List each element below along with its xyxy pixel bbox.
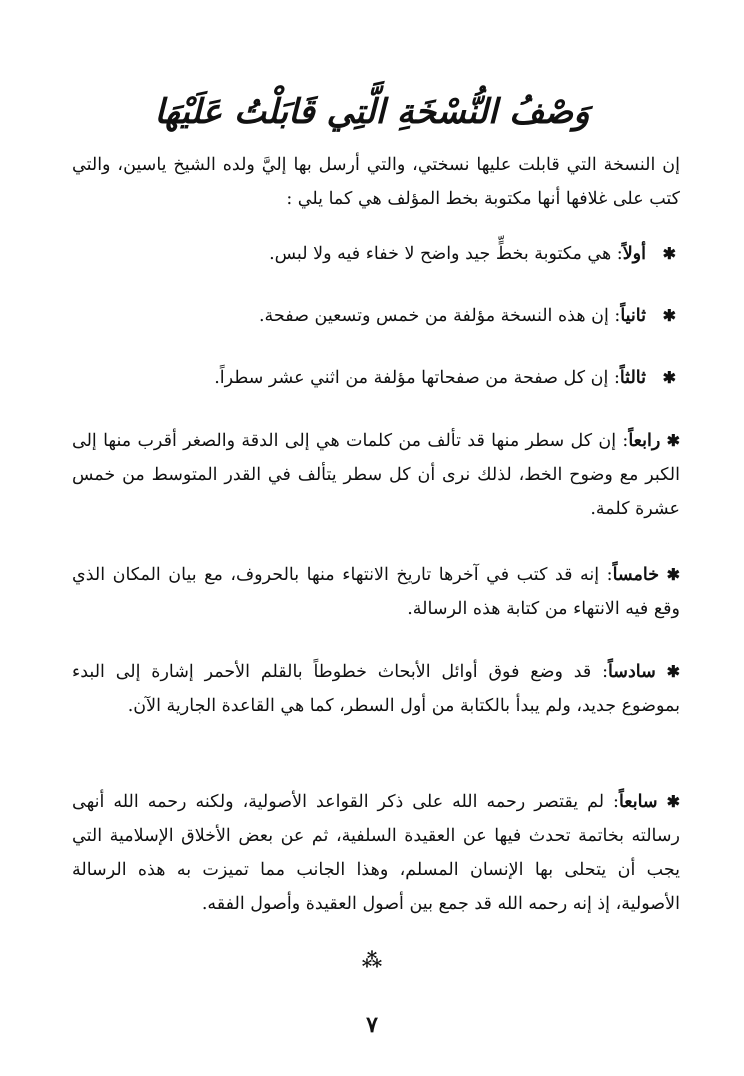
item-text: : هي مكتوبة بخطٍّ جيد واضح لا خفاء فيه ولا لبس.: [269, 244, 623, 264]
asterisk-icon: ✱: [662, 306, 676, 325]
item-label: خامساً: [612, 565, 660, 585]
list-item-7: [72, 785, 680, 921]
list-item-6: [72, 655, 680, 723]
list-item-2: [72, 299, 676, 333]
page-number: ٧: [366, 1012, 378, 1038]
page-title: وَصْفُ النُّسْخَةِ الَّتِي قَابَلْتُ عَلَيْهَا: [154, 92, 590, 132]
item-label: رابعاً: [628, 431, 661, 451]
list-item-5: [72, 558, 680, 626]
asterisk-icon: ✱: [666, 792, 680, 811]
asterisk-icon: ✱: [666, 565, 680, 584]
item-label: أولاً: [622, 244, 646, 264]
list-item-3: [72, 361, 676, 395]
asterisk-icon: ✱: [666, 662, 680, 681]
asterisk-icon: ✱: [662, 368, 676, 387]
item-label: ثالثاً: [619, 368, 646, 388]
item-text: : إن كل صفحة من صفحاتها مؤلفة من اثني عشر سطراً.: [214, 368, 620, 388]
item-text: : إن هذه النسخة مؤلفة من خمس وتسعين صفحة.: [258, 306, 621, 326]
item-label: سادساً: [607, 662, 656, 682]
item-text: : لم يقتصر رحمه الله على ذكر القواعد الأصولية، ولكنه رحمه الله أنهى رسالته بخاتمة تحدث فيها عن العقيدة السلفية، ثم عن بعض الأخلاق الإسلامية التي يجب أن يتحلى بها الإنسان المسلم، وهذا الجانب مما تميزت به هذه الرسالة الأصولية، إذ إنه رحمه الله قد جمع بين أصول العقيدة وأصول الفقه.: [72, 792, 680, 914]
list-item-4: [72, 424, 680, 526]
item-label: ثانياً: [620, 306, 646, 326]
intro-paragraph: إن النسخة التي قابلت عليها نسختي، والتي أرسل بها إليَّ ولده الشيخ ياسين، والتي كتب على غلافها أنها مكتوبة بخط المؤلف هي كما يلي :: [72, 155, 680, 209]
asterisk-icon: ✱: [666, 431, 680, 450]
section-divider: ⁂: [361, 948, 383, 972]
list-item-1: [72, 237, 676, 271]
item-text: : إنه قد كتب في آخرها تاريخ الانتهاء منها بالحروف، مع بيان المكان الذي وقع فيه الانتهاء من كتابة هذه الرسالة.: [72, 565, 680, 619]
item-text: : إن كل سطر منها قد تألف من كلمات هي إلى الدقة والصغر أقرب منها إلى الكبر مع وضوح الخط، لذلك نرى أن كل سطر يتألف في القدر المتوسط من خمس عشرة كلمة.: [72, 431, 680, 519]
asterisk-icon: ✱: [662, 244, 676, 263]
item-text: : قد وضع فوق أوائل الأبحاث خطوطاً بالقلم الأحمر إشارة إلى البدء بموضوع جديد، ولم يبدأ بالكتابة من أول السطر، كما هي القاعدة الجارية الآن.: [72, 662, 680, 716]
item-label: سابعاً: [618, 792, 658, 812]
